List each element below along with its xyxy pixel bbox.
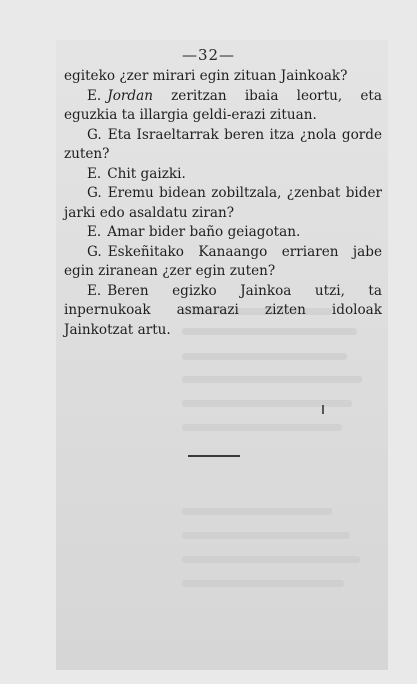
- show-through-line: [182, 424, 342, 431]
- show-through-line: [182, 532, 350, 539]
- paragraph-text: Eta Israeltarrak beren itza ¿nola gorde zuten?: [64, 126, 382, 162]
- paragraph-text: Eremu bidean zobiltzala, ¿zenbat bider jarki edo asaldatu ziran?: [64, 185, 382, 221]
- paragraph-text: Beren egizko Jainkoa utzi, ta inpernukoak asmarazi zizten idoloak Jainkotzat artu.: [64, 282, 382, 338]
- page-number: —32—: [181, 46, 236, 64]
- show-through-line: [182, 580, 344, 587]
- paragraph-text: Chit gaizki.: [107, 165, 186, 182]
- paragraph: [64, 67, 382, 87]
- show-through-line: [182, 353, 347, 360]
- speaker-label: E.: [87, 282, 102, 299]
- paragraph: [64, 184, 382, 223]
- paragraph: [64, 126, 382, 165]
- paragraph: [64, 223, 382, 243]
- paragraph: [64, 165, 382, 185]
- paragraph: [64, 87, 382, 126]
- paragraph-text: egiteko ¿zer mirari egin zituan Jainkoak?: [64, 68, 348, 84]
- paragraph: [64, 243, 382, 282]
- speaker-label: G.: [87, 243, 102, 260]
- show-through-line: [182, 556, 360, 563]
- text-body: [64, 67, 382, 340]
- ink-mark: [322, 405, 324, 414]
- section-divider: [188, 455, 240, 457]
- show-through-line: [182, 376, 362, 383]
- show-through-line: [182, 508, 332, 515]
- paragraph-text: zeritzan ibaia leortu, eta eguzkia ta illargia geldi-erazi zituan.: [64, 87, 382, 123]
- speaker-label: E.: [87, 224, 102, 240]
- italic-term: Jordan: [107, 87, 153, 104]
- paragraph-text: Eskeñitako Kanaango erriaren jabe egin ziranean ¿zer egin zuten?: [64, 243, 382, 279]
- paragraph-text: Amar bider baño geiagotan.: [107, 224, 301, 240]
- speaker-label: E.: [87, 87, 102, 104]
- paragraph: [64, 282, 382, 341]
- speaker-label: E.: [87, 165, 102, 182]
- show-through-line: [182, 400, 352, 407]
- speaker-label: G.: [87, 185, 102, 201]
- speaker-label: G.: [87, 126, 102, 143]
